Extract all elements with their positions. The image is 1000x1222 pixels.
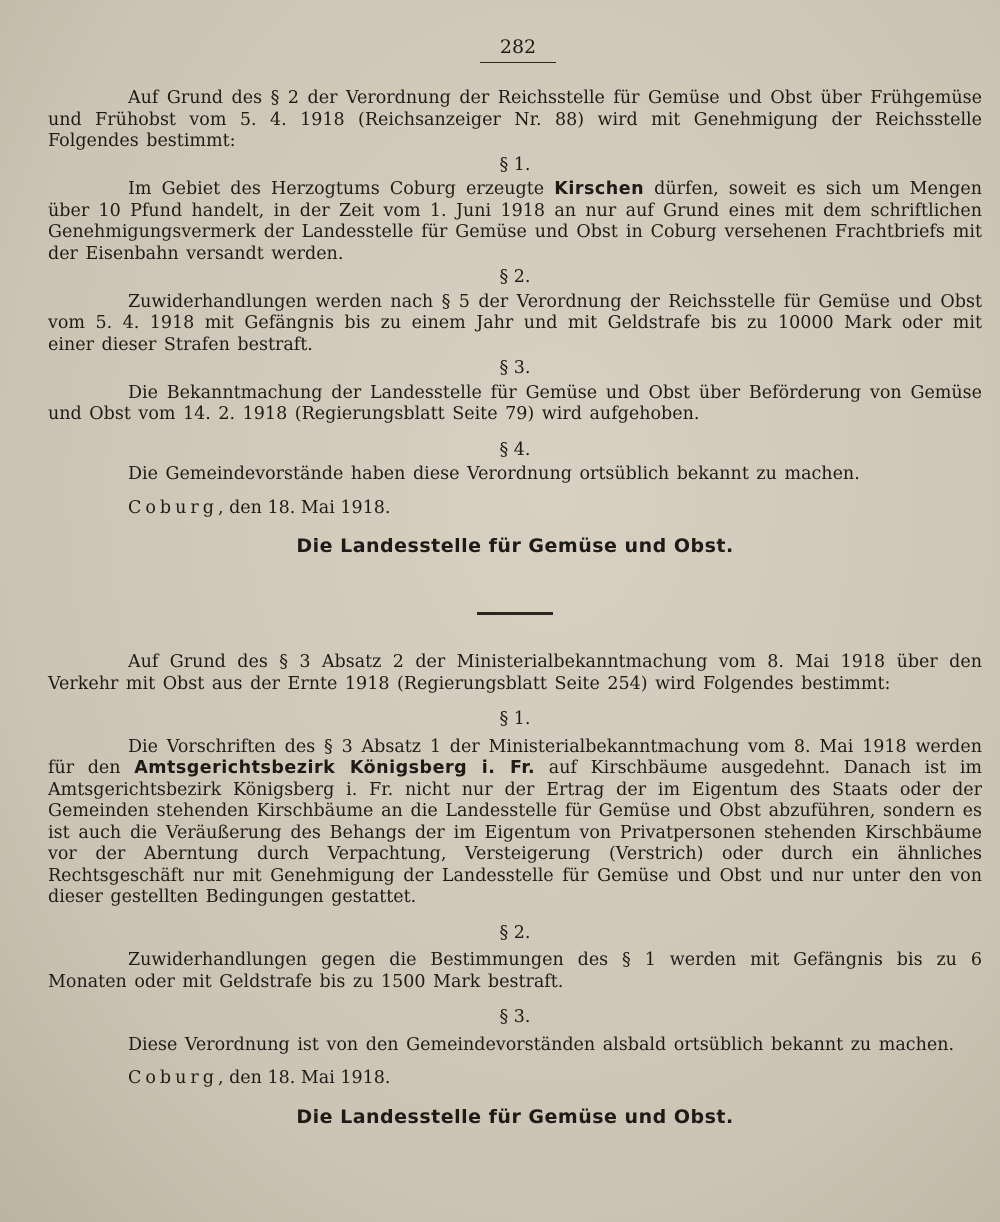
date-place: Coburg (128, 1068, 218, 1088)
signature: Die Landesstelle für Gemüse und Obst. (296, 535, 734, 557)
date-text: , den 18. Mai 1918. (217, 497, 391, 518)
paragraph-1 (48, 179, 982, 265)
emphasis-amtsgerichtsbezirk: Amtsgerichtsbezirk Königsberg i. Fr. (134, 758, 536, 778)
paragraph-1-text: Im Gebiet des Herzogtums Coburg erzeugte (128, 179, 555, 199)
section-heading: § 3. (499, 358, 531, 378)
page-number: 282 (480, 36, 556, 63)
paragraph-1-text-cont: auf Kirschbäume ausgedehnt. Danach ist im Amtsgerichtsbezirk Königsberg i. Fr. nicht nur der Ertrag der im Eigentum des Staats oder der Gemeinden stehenden Kirschbäume an die Landesstelle für Gemüse und Obst abzuführen, sondern es ist auch die Veräußerung des Behangs der im Eigentum von Privatpersonen stehenden Kirschbäume vor der Aberntung durch Verpachtung, Versteigerung (Verstrich) oder durch ein ähnliches Rechtsgeschäft nur mit Genehmigung der Landesstelle für Gemüse und Obst und nur unter den von dieser gestellten Bedingungen gestattet. (48, 758, 983, 907)
section-divider (477, 612, 553, 615)
ordinance-kirschen (48, 88, 982, 557)
paragraph-1 (48, 737, 982, 909)
intro-paragraph: Auf Grund des § 2 der Verordnung der Reichsstelle für Gemüse und Obst über Frühgemüse und Frühobst vom 5. 4. 1918 (Reichsanzeiger Nr. 88) wird mit Genehmigung der Reichsstelle Folgendes bestimmt: (48, 88, 982, 151)
paragraph-1-text: Die Vorschriften des § 3 Absatz 1 der Ministerialbekanntmachung vom 8. Mai 1918 werden für den (48, 736, 982, 778)
signature: Die Landesstelle für Gemüse und Obst. (296, 1105, 734, 1128)
section-heading: § 2. (499, 267, 531, 287)
date-place: Coburg (128, 497, 218, 518)
section-heading: § 4. (499, 439, 531, 460)
section-heading: § 1. (499, 709, 531, 729)
intro-paragraph: Auf Grund des § 3 Absatz 2 der Ministerialbekanntmachung vom 8. Mai 1918 über den Verkehr mit Obst aus der Ernte 1918 (Regierungsblatt Seite 254) wird Folgendes bestimmt: (48, 652, 982, 694)
paragraph-2: Zuwiderhandlungen gegen die Bestimmungen des § 1 werden mit Gefängnis bis zu 6 Monaten oder mit Geldstrafe bis zu 1500 Mark bestraft. (48, 950, 982, 992)
date-line (48, 1068, 982, 1090)
ordinance-koenigsberg (48, 652, 982, 1128)
paragraph-2: Zuwiderhandlungen werden nach § 5 der Verordnung der Reichsstelle für Gemüse und Obst vom 5. 4. 1918 mit Gefängnis bis zu einem Jahr und mit Geldstrafe bis zu 10000 Mark oder mit einer dieser Strafen bestraft. (48, 291, 982, 355)
paragraph-1-text-cont: dürfen, soweit es sich um Mengen über 10 Pfund handelt, in der Zeit vom 1. Juni 1918 an nur auf Grund eines mit dem schriftlichen Genehmigungsvermerk der Landesstelle für Gemüse und Obst in Coburg versehenen Frachtbriefs mit der Eisenbahn versandt werden. (48, 179, 982, 264)
date-text: , den 18. Mai 1918. (217, 1068, 391, 1088)
date-line (48, 498, 982, 520)
section-heading: § 3. (499, 1007, 531, 1027)
section-heading: § 1. (499, 154, 531, 175)
section-heading: § 2. (499, 922, 531, 943)
paragraph-3: Diese Verordnung ist von den Gemeindevorständen alsbald ortsüblich bekannt zu machen. (128, 1034, 955, 1055)
paragraph-4: Die Gemeindevorstände haben diese Verordnung ortsüblich bekannt zu machen. (128, 464, 860, 484)
emphasis-kirschen: Kirschen (554, 179, 645, 199)
paragraph-3: Die Bekanntmachung der Landesstelle für Gemüse und Obst über Beförderung von Gemüse und Obst vom 14. 2. 1918 (Regierungsblatt Seite 79) wird aufgehoben. (48, 382, 982, 424)
